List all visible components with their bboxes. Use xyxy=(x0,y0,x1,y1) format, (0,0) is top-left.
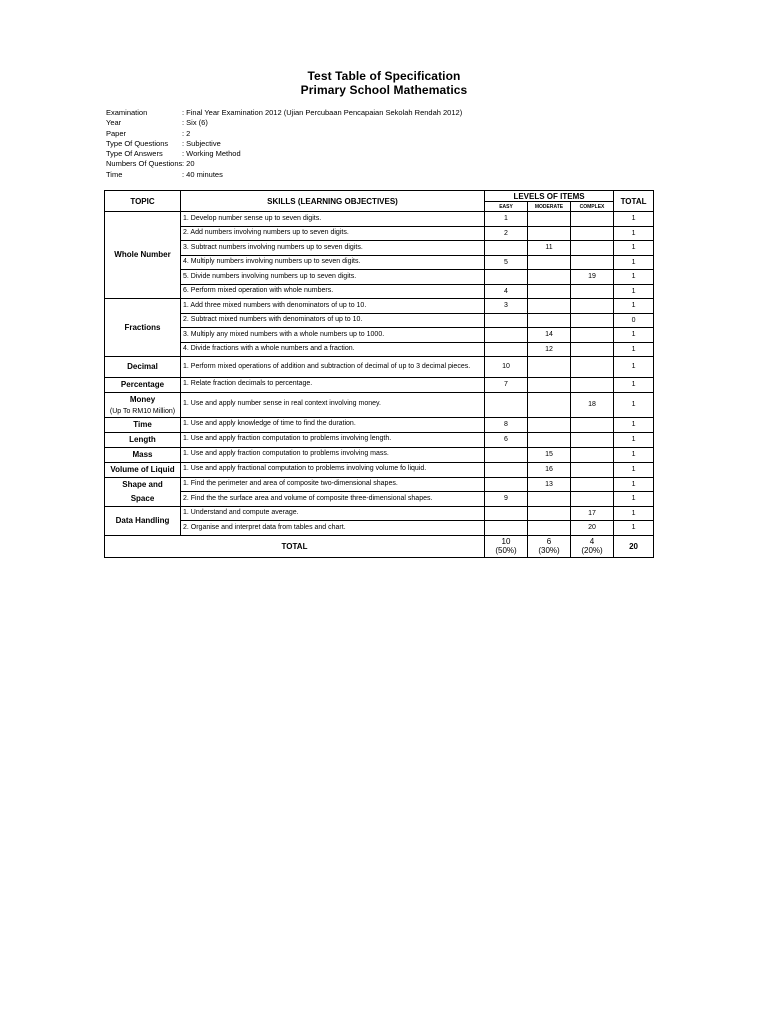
header-easy: EASY xyxy=(485,202,528,212)
table-row xyxy=(105,212,654,227)
topic-cell xyxy=(105,377,181,392)
easy-cell xyxy=(485,342,528,357)
info-row xyxy=(106,159,462,169)
skill-cell: 1. Use and apply fraction computation to problems involving mass. xyxy=(181,447,485,462)
skill-cell: 3. Subtract numbers involving numbers up to seven digits. xyxy=(181,241,485,256)
moderate-cell xyxy=(528,432,571,447)
skill-cell: 1. Perform mixed operations of addition and subtraction of decimal of up to 3 decimal pieces. xyxy=(181,357,485,378)
table-row xyxy=(105,328,654,343)
easy-cell xyxy=(485,241,528,256)
easy-cell xyxy=(485,506,528,521)
total-easy: 10 (50%) xyxy=(485,535,528,557)
total-complex: 4 (20%) xyxy=(571,535,614,557)
complex-cell xyxy=(571,255,614,270)
skill-cell: 2. Add numbers involving numbers up to seven digits. xyxy=(181,226,485,241)
table-row xyxy=(105,377,654,392)
skill-cell: 3. Multiply any mixed numbers with a whole numbers up to 1000. xyxy=(181,328,485,343)
skill-cell: 2. Subtract mixed numbers with denominators of up to 10. xyxy=(181,313,485,328)
complex-cell xyxy=(571,328,614,343)
topic-cell xyxy=(105,432,181,447)
table-row xyxy=(105,521,654,536)
easy-cell: 1 xyxy=(485,212,528,227)
complex-cell xyxy=(571,212,614,227)
topic-name: Mass xyxy=(132,449,153,459)
complex-cell xyxy=(571,226,614,241)
skill-cell: 1. Use and apply fractional computation to problems involving volume fo liquid. xyxy=(181,462,485,477)
moderate-cell xyxy=(528,357,571,378)
skill-cell: 1. Use and apply knowledge of time to find the duration. xyxy=(181,417,485,432)
easy-cell: 3 xyxy=(485,299,528,314)
moderate-cell: 15 xyxy=(528,447,571,462)
total-cell: 1 xyxy=(614,432,654,447)
total-cell: 1 xyxy=(614,226,654,241)
total-cell: 1 xyxy=(614,357,654,378)
topic-cell xyxy=(105,447,181,462)
info-value: : Working Method xyxy=(182,149,241,159)
easy-cell: 8 xyxy=(485,417,528,432)
complex-cell xyxy=(571,462,614,477)
table-row xyxy=(105,357,654,378)
topic-cell xyxy=(105,212,181,299)
topic-name: Money xyxy=(129,394,156,404)
moderate-cell: 13 xyxy=(528,477,571,492)
total-cell: 1 xyxy=(614,212,654,227)
total-cell: 1 xyxy=(614,299,654,314)
easy-cell: 4 xyxy=(485,284,528,299)
table-row xyxy=(105,270,654,285)
info-key: Examination xyxy=(106,108,148,117)
total-cell: 1 xyxy=(614,392,654,417)
info-row xyxy=(106,149,462,159)
moderate-cell xyxy=(528,284,571,299)
topic-name: Percentage xyxy=(120,379,165,389)
topic-name: Volume of Liquid xyxy=(110,464,175,474)
info-key: Type Of Answers xyxy=(106,149,163,159)
skill-cell: 1. Use and apply number sense in real context involving money. xyxy=(181,392,485,417)
total-cell: 1 xyxy=(614,328,654,343)
total-cell: 1 xyxy=(614,241,654,256)
easy-cell xyxy=(485,270,528,285)
total-cell: 1 xyxy=(614,284,654,299)
moderate-cell xyxy=(528,506,571,521)
skill-cell: 5. Divide numbers involving numbers up to seven digits. xyxy=(181,270,485,285)
info-row xyxy=(106,108,462,118)
total-cell: 1 xyxy=(614,521,654,536)
easy-cell xyxy=(485,328,528,343)
table-row xyxy=(105,506,654,521)
table-row xyxy=(105,226,654,241)
complex-cell xyxy=(571,313,614,328)
complex-cell xyxy=(571,432,614,447)
easy-cell xyxy=(485,447,528,462)
table-row xyxy=(105,432,654,447)
complex-cell xyxy=(571,241,614,256)
moderate-cell xyxy=(528,377,571,392)
total-cell: 1 xyxy=(614,270,654,285)
easy-cell: 9 xyxy=(485,492,528,507)
total-cell: 1 xyxy=(614,377,654,392)
topic-name: Time xyxy=(133,419,152,429)
skill-cell: 4. Divide fractions with a whole numbers and a fraction. xyxy=(181,342,485,357)
complex-cell xyxy=(571,357,614,378)
header-skills: SKILLS (LEARNING OBJECTIVES) xyxy=(181,191,485,212)
skill-cell: 1. Develop number sense up to seven digits. xyxy=(181,212,485,227)
moderate-cell xyxy=(528,313,571,328)
info-key: Type Of Questions xyxy=(106,138,169,148)
specification-table xyxy=(104,190,654,558)
info-key: Paper xyxy=(106,128,127,138)
complex-cell xyxy=(571,492,614,507)
info-row xyxy=(106,129,462,139)
skill-cell: 1. Find the perimeter and area of composite two-dimensional shapes. xyxy=(181,477,485,492)
easy-cell xyxy=(485,477,528,492)
table-row xyxy=(105,492,654,507)
easy-cell: 10 xyxy=(485,357,528,378)
skill-cell: 4. Multiply numbers involving numbers up to seven digits. xyxy=(181,255,485,270)
topic-name: Shape and Space xyxy=(122,479,163,503)
easy-cell xyxy=(485,521,528,536)
skill-cell: 1. Understand and compute average. xyxy=(181,506,485,521)
info-value: : Final Year Examination 2012 (Ujian Percubaan Pencapaian Sekolah Rendah 2012) xyxy=(182,108,463,117)
complex-cell: 20 xyxy=(571,521,614,536)
total-cell: 1 xyxy=(614,417,654,432)
header-topic: TOPIC xyxy=(105,191,181,212)
document-title: Test Table of Specification xyxy=(307,69,461,83)
topic-cell xyxy=(105,417,181,432)
info-row xyxy=(106,139,462,149)
table-row xyxy=(105,284,654,299)
table-row xyxy=(105,299,654,314)
info-value: : Subjective xyxy=(182,138,221,148)
table-row xyxy=(105,342,654,357)
total-cell: 1 xyxy=(614,447,654,462)
document-subtitle: Primary School Mathematics xyxy=(300,83,468,97)
table-row xyxy=(105,313,654,328)
easy-cell: 7 xyxy=(485,377,528,392)
moderate-cell xyxy=(528,492,571,507)
skill-cell: 2. Organise and interpret data from tables and chart. xyxy=(181,521,485,536)
total-cell: 0 xyxy=(614,313,654,328)
complex-cell xyxy=(571,417,614,432)
info-row xyxy=(106,170,462,180)
header-levels: LEVELS OF ITEMS xyxy=(485,191,614,202)
topic-name: Whole Number xyxy=(114,250,171,259)
easy-cell: 6 xyxy=(485,432,528,447)
easy-cell xyxy=(485,313,528,328)
info-key: Numbers Of Questions xyxy=(106,159,183,169)
header-complex: COMPLEX xyxy=(571,202,614,212)
total-cell: 1 xyxy=(614,462,654,477)
complex-cell xyxy=(571,299,614,314)
skill-cell: 2. Find the the surface area and volume of composite three-dimensional shapes. xyxy=(181,492,485,507)
total-cell: 1 xyxy=(614,477,654,492)
table-row xyxy=(105,255,654,270)
skill-cell: 1. Use and apply fraction computation to problems involving length. xyxy=(181,432,485,447)
topic-name: Data Handling xyxy=(115,515,170,525)
total-cell: 1 xyxy=(614,342,654,357)
moderate-cell xyxy=(528,392,571,417)
header-total: TOTAL xyxy=(614,191,654,212)
total-label: TOTAL xyxy=(105,535,485,557)
info-value: : 2 xyxy=(182,128,191,138)
moderate-cell: 16 xyxy=(528,462,571,477)
topic-name: Fractions xyxy=(124,322,161,332)
total-cell: 1 xyxy=(614,492,654,507)
info-value: : 20 xyxy=(182,159,195,169)
complex-cell: 17 xyxy=(571,506,614,521)
topic-cell xyxy=(105,392,181,417)
table-row xyxy=(105,392,654,417)
topic-cell xyxy=(105,506,181,535)
easy-cell xyxy=(485,462,528,477)
easy-cell: 2 xyxy=(485,226,528,241)
info-value: : 40 minutes xyxy=(182,169,223,179)
total-cell: 1 xyxy=(614,255,654,270)
moderate-cell xyxy=(528,521,571,536)
info-value: : Six (6) xyxy=(182,118,208,128)
topic-cell xyxy=(105,462,181,477)
moderate-cell xyxy=(528,270,571,285)
topic-name: Decimal xyxy=(127,361,158,371)
easy-cell xyxy=(485,392,528,417)
info-row xyxy=(106,118,462,128)
info-key: Time xyxy=(106,169,123,179)
header-moderate: MODERATE xyxy=(528,202,571,212)
skill-cell: 1. Add three mixed numbers with denominators of up to 10. xyxy=(181,299,485,314)
exam-info xyxy=(106,108,462,180)
table-row xyxy=(105,447,654,462)
table-row xyxy=(105,477,654,492)
moderate-cell: 14 xyxy=(528,328,571,343)
topic-name: Length xyxy=(129,434,156,444)
table-row xyxy=(105,417,654,432)
complex-cell xyxy=(571,284,614,299)
topic-cell xyxy=(105,477,181,506)
skill-cell: 1. Relate fraction decimals to percentage. xyxy=(181,377,485,392)
complex-cell xyxy=(571,477,614,492)
total-overall: 20 xyxy=(614,535,654,557)
complex-cell: 18 xyxy=(571,392,614,417)
skill-cell: 6. Perform mixed operation with whole numbers. xyxy=(181,284,485,299)
moderate-cell: 11 xyxy=(528,241,571,256)
moderate-cell xyxy=(528,255,571,270)
total-cell: 1 xyxy=(614,506,654,521)
moderate-cell: 12 xyxy=(528,342,571,357)
info-key: Year xyxy=(106,118,122,128)
moderate-cell xyxy=(528,226,571,241)
topic-cell xyxy=(105,357,181,378)
total-moderate: 6 (30%) xyxy=(528,535,571,557)
topic-subtitle: (Up To RM10 Million) xyxy=(109,407,176,415)
moderate-cell xyxy=(528,299,571,314)
moderate-cell xyxy=(528,212,571,227)
moderate-cell xyxy=(528,417,571,432)
easy-cell: 5 xyxy=(485,255,528,270)
complex-cell xyxy=(571,377,614,392)
complex-cell xyxy=(571,342,614,357)
table-row xyxy=(105,241,654,256)
table-row xyxy=(105,462,654,477)
complex-cell: 19 xyxy=(571,270,614,285)
complex-cell xyxy=(571,447,614,462)
topic-cell xyxy=(105,299,181,357)
